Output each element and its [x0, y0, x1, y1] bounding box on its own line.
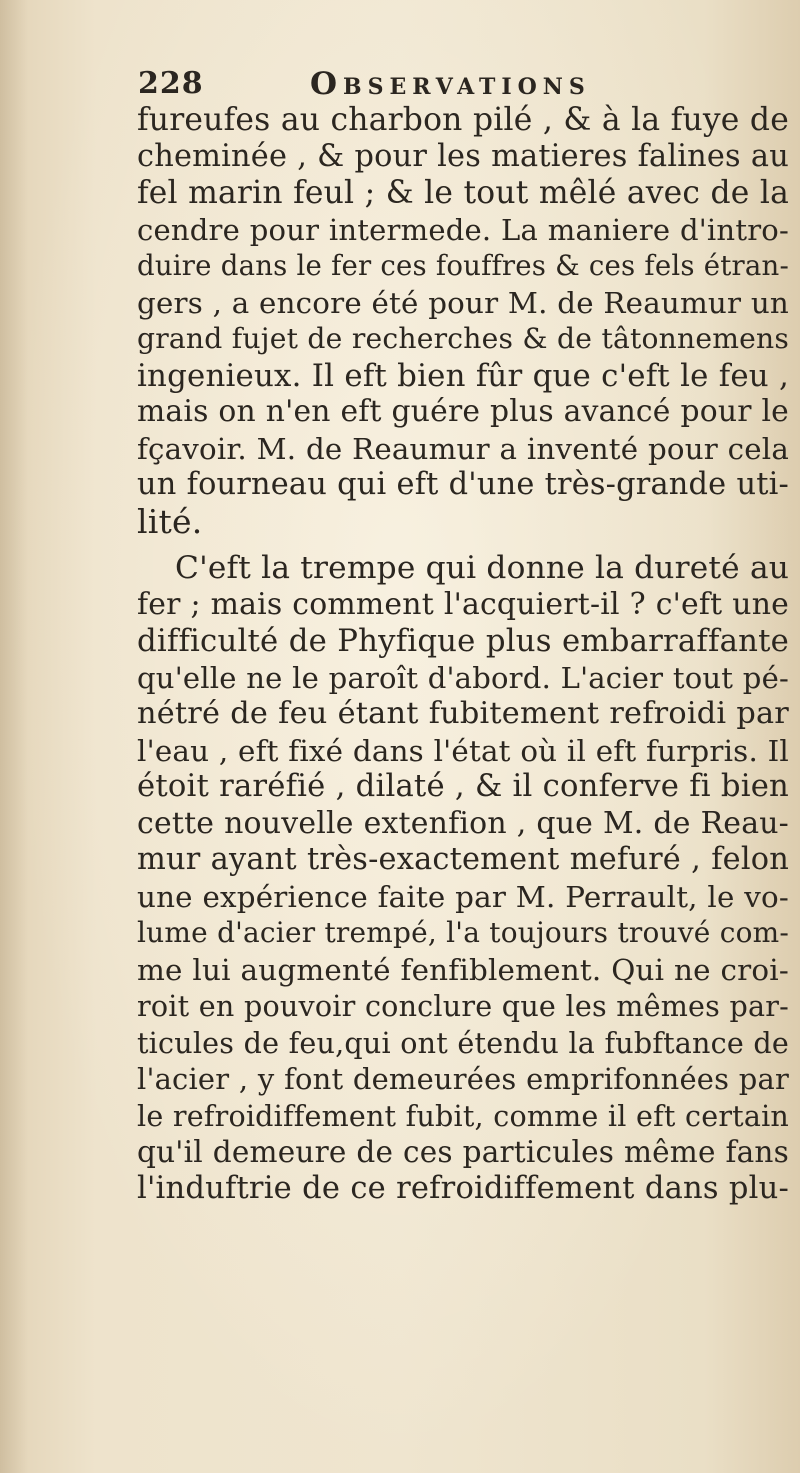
text-line: le refroidiffement fubit, comme il eft certain [137, 1098, 789, 1133]
text-line: lume d'acier trempé, l'a toujours trouvé com- [137, 916, 789, 949]
gutter-shadow [0, 0, 28, 1473]
text-line: duire dans le fer ces fouffres & ces fels étran- [137, 249, 789, 282]
text-line: l'eau , eft fixé dans l'état où il eft furpris. Il [137, 733, 789, 768]
running-title: Observations [310, 66, 591, 102]
text-line: ticules de feu,qui ont étendu la fubftance de [137, 1025, 789, 1060]
text-line: cette nouvelle extenfion , que M. de Reau- [137, 805, 789, 841]
text-line: cheminée , & pour les matieres falines au [137, 138, 789, 174]
text-line: cendre pour intermede. La maniere d'intro- [137, 212, 789, 247]
text-line: ingenieux. Il eft bien fûr que c'eft le feu , [137, 357, 789, 394]
text-line: gers , a encore été pour M. de Reaumur un [137, 285, 789, 320]
text-line: un fourneau qui eft d'une très-grande uti- [137, 467, 789, 502]
text-line: mur ayant très-exactement mefuré , felon [137, 842, 789, 877]
text-line: étoit raréfié , dilaté , & il conferve fi bien [137, 769, 789, 804]
text-line: lité. [137, 501, 203, 541]
text-line: l'induftrie de ce refroidiffement dans plu- [137, 1170, 789, 1206]
text-line: mais on n'en eft guére plus avancé pour le [137, 394, 789, 429]
text-line: nétré de feu étant fubitement refroidi par [137, 696, 789, 731]
text-line: roit en pouvoir conclure que les mêmes par- [137, 989, 789, 1023]
text-line: fel marin feul ; & le tout mêlé avec de la [137, 175, 789, 211]
text-line: l'acier , y font demeurées emprifonnées par [137, 1062, 789, 1096]
text-line: fer ; mais comment l'acquiert-il ? c'eft une [137, 586, 789, 622]
text-line: fçavoir. M. de Reaumur a inventé pour cela [137, 431, 789, 466]
text-line: C'eft la trempe qui donne la dureté au [175, 550, 790, 586]
text-line: qu'il demeure de ces particules même fans [137, 1135, 789, 1169]
text-line: fureufes au charbon pilé , & à la fuye de [137, 102, 789, 138]
text-line: une expérience faite par M. Perrault, le vo- [137, 879, 789, 914]
text-line: me lui augmenté fenfiblement. Qui ne croi- [137, 952, 789, 987]
text-line: qu'elle ne le paroît d'abord. L'acier tout pé- [137, 660, 789, 695]
paragraph-1 [137, 102, 789, 540]
paragraph-2 [137, 550, 789, 1207]
text-line: grand fujet de recherches & de tâtonnemens [137, 322, 789, 355]
body-text [137, 102, 789, 1207]
text-line: difficulté de Phyfique plus embarraffante [137, 623, 789, 659]
page-number: 228 [138, 66, 204, 101]
